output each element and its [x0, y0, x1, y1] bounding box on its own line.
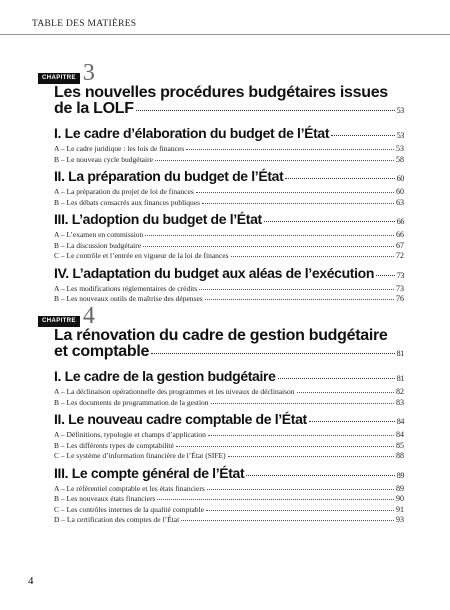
chapter-chip: CHAPITRE	[38, 316, 80, 327]
page-number: 4	[28, 575, 34, 587]
dot-leader	[331, 135, 395, 136]
dot-leader	[278, 378, 395, 379]
subsection-label: B – Les nouveaux états financiers	[54, 494, 156, 503]
chapter-chip: CHAPITRE	[38, 73, 80, 84]
subsection-label: A – La préparation du projet de loi de finances	[54, 187, 194, 196]
toc-section-entry[interactable]	[54, 168, 404, 187]
dot-leader	[264, 221, 395, 222]
dot-leader	[143, 246, 394, 247]
toc-subsection-entry[interactable]	[54, 387, 404, 398]
page-ref: 53	[396, 131, 404, 140]
subsection-label: C – Le système d’information financière de l’État (SIFE)	[54, 451, 226, 460]
dot-leader	[181, 520, 394, 521]
subsection-label: D – La certification des comptes de l’État	[54, 515, 180, 524]
chapter-title	[54, 328, 404, 362]
toc-subsection-entry[interactable]	[54, 251, 404, 262]
toc-subsection-entry[interactable]	[54, 230, 404, 241]
toc-subsection-entry[interactable]	[54, 515, 404, 526]
dot-leader	[157, 499, 394, 500]
chapter-title	[54, 85, 404, 119]
page-ref: 58	[396, 154, 404, 164]
page-ref: 76	[396, 294, 404, 303]
toc-subsection-entry[interactable]	[54, 284, 404, 295]
section-label: II. La préparation du budget de l’État	[54, 168, 284, 184]
subsection-label: B – Les nouveaux outils de maîtrise des dépenses	[54, 294, 203, 303]
page-ref: 60	[396, 174, 404, 183]
section-label: III. L’adoption du budget de l’État	[54, 211, 262, 227]
dot-leader	[376, 275, 395, 276]
chapter-4	[38, 305, 404, 526]
dot-leader	[186, 149, 394, 150]
page-ref: 85	[396, 440, 404, 450]
dot-leader	[208, 435, 394, 436]
dot-leader	[205, 299, 394, 300]
section-label: I. Le cadre de la gestion budgétaire	[54, 368, 276, 384]
chapter-title-line2: et comptable	[54, 343, 150, 360]
page-ref: 73	[396, 270, 404, 280]
page-ref: 93	[396, 515, 404, 524]
page-ref: 73	[396, 283, 404, 293]
subsection-label: B – La discussion budgétaire	[54, 240, 142, 250]
page-ref: 89	[396, 470, 404, 480]
subsection-label: B – Le nouveau cycle budgétaire	[54, 154, 153, 164]
dot-leader	[155, 160, 394, 161]
subsection-label: B – Les documents de programmation de la gestion	[54, 397, 209, 407]
page-ref: 84	[396, 430, 404, 439]
dot-leader	[196, 192, 394, 193]
dot-leader	[211, 403, 394, 404]
dot-leader	[206, 510, 394, 511]
toc-section-entry[interactable]	[54, 125, 404, 144]
page-ref: 66	[396, 217, 404, 226]
page-ref: 60	[396, 187, 404, 196]
page-ref: 66	[396, 230, 404, 239]
subsection-label: A – Le référentiel comptable et les états financiers	[54, 483, 205, 493]
dot-leader	[297, 392, 394, 393]
section-label: I. Le cadre d’élaboration du budget de l’État	[54, 125, 330, 141]
chapter-head	[38, 305, 404, 327]
dot-leader	[176, 446, 394, 447]
chapter-head	[38, 62, 404, 84]
header-rule	[0, 34, 450, 35]
section-label: III. Le compte général de l’État	[54, 464, 245, 481]
dot-leader	[151, 353, 395, 354]
dot-leader	[145, 235, 394, 236]
page-ref: 81	[396, 374, 404, 383]
toc-section-entry[interactable]	[54, 368, 404, 387]
chapter-number: 4	[82, 303, 95, 329]
page-ref: 89	[396, 483, 404, 493]
toc-subsection-entry[interactable]	[54, 155, 404, 166]
running-header: TABLE DES MATIÈRES	[32, 19, 137, 29]
toc-subsection-entry[interactable]	[54, 294, 404, 305]
dot-leader	[285, 178, 394, 179]
toc-subsection-entry[interactable]	[54, 187, 404, 198]
toc-subsection-entry[interactable]	[54, 430, 404, 441]
page-ref: 83	[396, 397, 404, 407]
dot-leader	[202, 203, 394, 204]
subsection-label: C – Les contrôles internes de la qualité comptable	[54, 504, 204, 514]
toc-subsection-entry[interactable]	[54, 441, 404, 452]
page-ref: 88	[396, 451, 404, 460]
toc-section-entry[interactable]	[54, 265, 404, 284]
page-ref: 91	[396, 504, 404, 514]
page-ref: 82	[396, 387, 404, 396]
page-ref: 81	[396, 349, 404, 358]
dot-leader	[246, 475, 394, 476]
toc-subsection-entry[interactable]	[54, 144, 404, 155]
toc-section-entry[interactable]	[54, 211, 404, 230]
subsection-label: A – Définitions, typologie et champs d’application	[54, 430, 206, 439]
chapter-number: 3	[82, 60, 95, 86]
dot-leader	[207, 489, 394, 490]
chapter-title-entry[interactable]	[54, 344, 404, 362]
page-ref: 67	[396, 240, 404, 250]
chapter-title-line1: La rénovation du cadre de gestion budgétaire	[54, 327, 388, 344]
toc-subsection-entry[interactable]	[54, 398, 404, 409]
page-ref: 63	[396, 197, 404, 207]
chapter-3	[38, 62, 404, 305]
toc-subsection-entry[interactable]	[54, 505, 404, 516]
page-ref: 90	[396, 494, 404, 503]
toc-subsection-entry[interactable]	[54, 451, 404, 462]
toc-section-entry[interactable]	[54, 411, 404, 430]
chapter-title-entry[interactable]	[54, 101, 404, 119]
dot-leader	[136, 110, 395, 111]
dot-leader	[228, 456, 394, 457]
page-ref: 84	[396, 417, 404, 426]
subsection-label: A – Les modifications réglementaires de crédits	[54, 283, 198, 293]
section-label: IV. L’adaptation du budget aux aléas de l’exécution	[54, 264, 375, 281]
subsection-label: A – L’examen en commission	[54, 230, 144, 239]
toc-subsection-entry[interactable]	[54, 241, 404, 252]
subsection-label: A – La déclinaison opérationnelle des programmes et les niveaux de déclinaison	[54, 387, 295, 396]
toc-subsection-entry[interactable]	[54, 484, 404, 495]
section-label: II. Le nouveau cadre comptable de l’État	[54, 411, 307, 427]
section-list	[54, 368, 404, 526]
subsection-label: C – Le contrôle et l’entrée en vigueur de la loi de finances	[54, 251, 229, 260]
dot-leader	[199, 289, 394, 290]
dot-leader	[309, 421, 395, 422]
toc-section-entry[interactable]	[54, 465, 404, 484]
toc-subsection-entry[interactable]	[54, 198, 404, 209]
subsection-label: B – Les débats consacrés aux finances publiques	[54, 197, 200, 207]
toc-subsection-entry[interactable]	[54, 494, 404, 505]
subsection-label: B – Les différents types de comptabilité	[54, 440, 174, 450]
dot-leader	[231, 256, 394, 257]
page-ref: 53	[396, 144, 404, 153]
subsection-label: A – Le cadre juridique : les lois de finances	[54, 144, 185, 153]
chapter-title-line2: de la LOLF	[54, 100, 134, 117]
page-ref: 53	[396, 106, 404, 115]
chapter-title-line1: Les nouvelles procédures budgétaires issues	[54, 84, 388, 101]
section-list	[54, 125, 404, 305]
page-ref: 72	[396, 251, 404, 260]
